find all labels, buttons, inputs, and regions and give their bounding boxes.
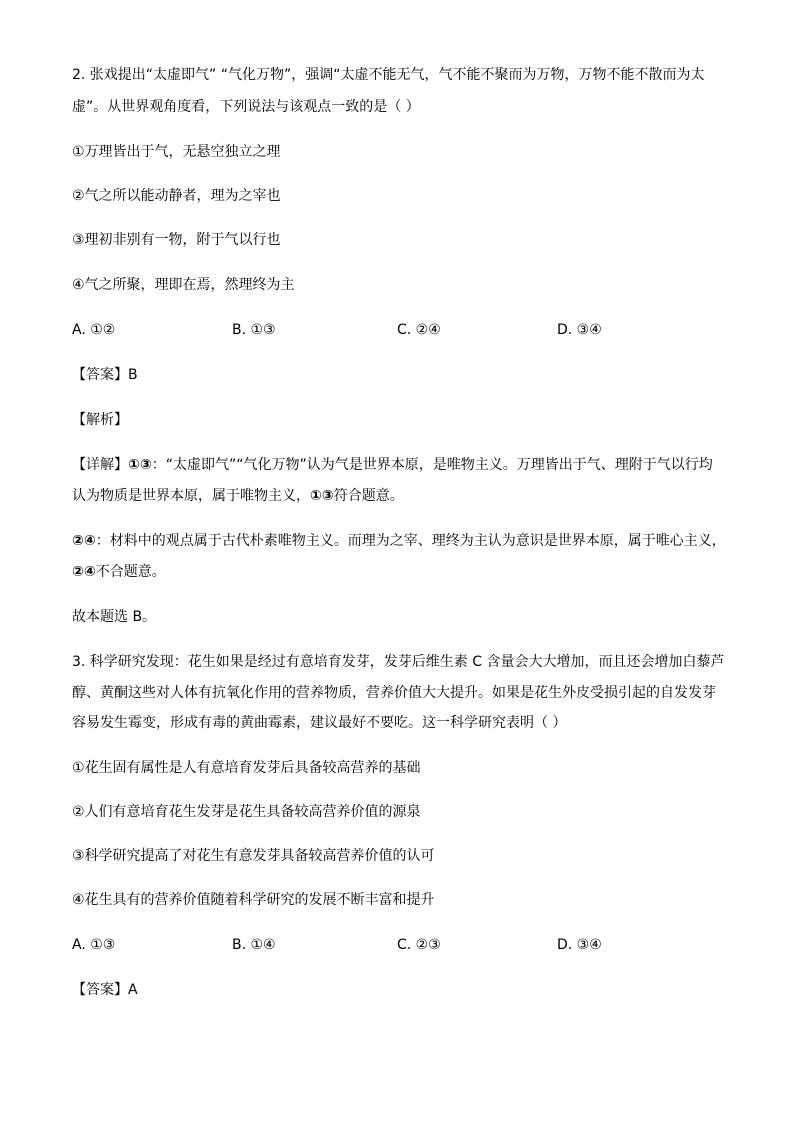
detail-line2-post: 符合题意。 xyxy=(333,488,404,504)
q3-stem-line3: 容易发生霉变，形成有毒的黄曲霉素，建议最好不要吃。这一科学研究表明（ ） xyxy=(72,715,567,731)
q3-item-4: ④花生具有的营养价值随着科学研究的发展不断丰富和提升 xyxy=(72,892,435,908)
q2-option-c: C. ②④ xyxy=(397,322,441,338)
q2-detail2-line1 xyxy=(72,530,726,552)
q2-stem-line2: 虚”。从世界观角度看，下列说法与该观点一致的是（ ） xyxy=(72,99,420,115)
q3-item-3: ③科学研究提高了对花生有意发芽具备较高营养价值的认可 xyxy=(72,848,435,864)
q3-option-c: C. ②③ xyxy=(397,937,441,953)
detail2-line1-text: ：材料中的观点属于古代朴素唯物主义。而理为之宰、理终为主认为意识是世界本原，属于唯心主义， xyxy=(95,533,726,549)
q2-conclusion: 故本题选 B。 xyxy=(72,609,157,625)
q3-item-2: ②人们有意培育花生发芽是花生具备较高营养价值的源泉 xyxy=(72,804,421,820)
q3-option-a: A. ①③ xyxy=(72,937,116,953)
detail-tag: 【详解】 xyxy=(72,457,128,473)
q3-options xyxy=(72,934,732,956)
detail-line2-bold: ①③ xyxy=(310,488,334,504)
q2-option-a: A. ①② xyxy=(72,322,116,338)
answer-tag: 【答案】 xyxy=(72,367,128,383)
detail-line2-text: 认为物质是世界本原，属于唯物主义， xyxy=(72,488,310,504)
q3-option-d: D. ③④ xyxy=(557,937,602,953)
q2-item-1: ①万理皆出于气，无悬空独立之理 xyxy=(72,144,281,160)
q3-item-1: ①花生固有属性是人有意培育发芽后具备较高营养的基础 xyxy=(72,760,421,776)
q3-stem-line2: 醇、黄酮这些对人体有抗氧化作用的营养物质，营养价值大大提升。如果是花生外皮受损引起的自发发芽 xyxy=(72,685,716,701)
detail2-line2-bold: ②④ xyxy=(72,564,96,580)
q2-stem-line1: 2. 张戏提出“太虚即气” “气化万物”，强调“太虚不能无气，气不能不聚而为万物，万物不能不散而为太 xyxy=(72,67,705,83)
detail2-lead: ②④ xyxy=(72,533,96,549)
answer-value: A xyxy=(128,982,138,998)
q2-analysis-tag: 【解析】 xyxy=(72,412,128,428)
q2-item-2: ②气之所以能动静者，理为之宰也 xyxy=(72,188,281,204)
detail-lead: ①③ xyxy=(128,457,152,473)
q2-item-4: ④气之所聚，理即在焉，然理终为主 xyxy=(72,277,295,293)
detail-line1-text: ：“太虚即气”“气化万物”认为气是世界本原，是唯物主义。万理皆出于气、理附于气以行均 xyxy=(151,457,713,473)
q2-detail2-line2 xyxy=(72,561,166,583)
q3-answer xyxy=(72,979,138,1001)
q2-detail-line2 xyxy=(72,485,404,507)
answer-value: B xyxy=(128,367,138,383)
q2-item-3: ③理初非别有一物，附于气以行也 xyxy=(72,232,281,248)
detail2-line2-post: 不合题意。 xyxy=(95,564,166,580)
q3-stem-line1: 3. 科学研究发现：花生如果是经过有意培育发芽，发芽后维生素 C 含量会大大增加，而且还会增加白藜芦 xyxy=(72,654,725,670)
q2-detail-line1 xyxy=(72,454,713,476)
q2-option-b: B. ①③ xyxy=(232,322,276,338)
q2-answer xyxy=(72,364,138,386)
q2-options xyxy=(72,319,732,341)
q3-option-b: B. ①④ xyxy=(232,937,276,953)
answer-tag: 【答案】 xyxy=(72,982,128,998)
q2-option-d: D. ③④ xyxy=(557,322,602,338)
